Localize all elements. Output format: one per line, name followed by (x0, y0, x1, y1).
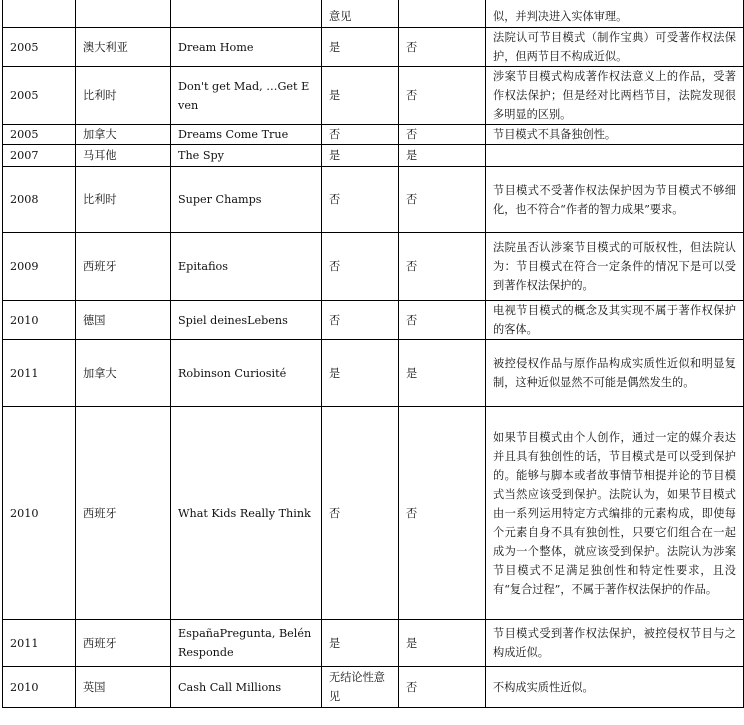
table-row (3, 233, 744, 301)
ruling-summary-cell: 不构成实质性近似。 (486, 667, 744, 708)
year-cell: 2010 (3, 407, 76, 620)
program-name-cell: The Spy (171, 145, 322, 167)
year-cell: 2008 (3, 167, 76, 233)
country-cell: 比利时 (76, 67, 171, 125)
program-name-cell: Don't get Mad, …Get Even (171, 67, 322, 125)
program-name-cell: Dream Home (171, 28, 322, 67)
country-cell: 马耳他 (76, 145, 171, 167)
infringement-cell: 否 (399, 301, 486, 340)
infringement-cell (399, 0, 486, 28)
country-cell: 加拿大 (76, 125, 171, 145)
country-cell: 英国 (76, 667, 171, 708)
ruling-summary-cell: 被控侵权作品与原作品构成实质性近似和明显复制，这种近似显然不可能是偶然发生的。 (486, 340, 744, 407)
ruling-summary-cell: 似，并判决进入实体审理。 (486, 0, 744, 28)
protection-opinion-cell: 否 (322, 301, 399, 340)
ruling-summary-cell: 节目模式不具备独创性。 (486, 125, 744, 145)
protection-opinion-cell: 否 (322, 233, 399, 301)
country-cell: 比利时 (76, 167, 171, 233)
protection-opinion-cell: 是 (322, 67, 399, 125)
year-cell: 2011 (3, 340, 76, 407)
protection-opinion-cell: 否 (322, 125, 399, 145)
country-cell: 澳大利亚 (76, 28, 171, 67)
ruling-summary-cell: 电视节目模式的概念及其实现不属于著作权保护的客体。 (486, 301, 744, 340)
year-cell: 2010 (3, 667, 76, 708)
infringement-cell: 否 (399, 167, 486, 233)
infringement-cell: 是 (399, 620, 486, 667)
year-cell: 2010 (3, 301, 76, 340)
program-name-cell: Dreams Come True (171, 125, 322, 145)
country-cell: 德国 (76, 301, 171, 340)
program-name-cell (171, 0, 322, 28)
infringement-cell: 否 (399, 125, 486, 145)
protection-opinion-cell: 无结论性意见 (322, 667, 399, 708)
infringement-cell: 否 (399, 407, 486, 620)
infringement-cell: 否 (399, 28, 486, 67)
program-name-cell: EspañaPregunta, BelénResponde (171, 620, 322, 667)
infringement-cell: 否 (399, 667, 486, 708)
infringement-cell: 是 (399, 145, 486, 167)
table-row (3, 167, 744, 233)
table-row (3, 0, 744, 28)
program-name-cell: Epitafios (171, 233, 322, 301)
table-row (3, 301, 744, 340)
ruling-summary-cell: 如果节目模式由个人创作，通过一定的媒介表达并且具有独创性的话，节目模式是可以受到保护的。能够与脚本或者故事情节相提并论的节目模式当然应该受到保护。法院认为，如果节目模式由一系列运用特定方式编排的元素构成，即使每个元素自身不具有独创性，只要它们组合在一起成为一个整体，就应该受到保护。法院认为涉案节目模式不足满足独创性和特定性要求，且没有“复合过程”，不属于著作权法保护的作品。 (486, 407, 744, 620)
country-cell: 西班牙 (76, 407, 171, 620)
program-name-cell: Robinson Curiosité (171, 340, 322, 407)
year-cell: 2005 (3, 125, 76, 145)
protection-opinion-cell: 是 (322, 620, 399, 667)
ruling-summary-cell: 法院虽否认涉案节目模式的可版权性，但法院认为：节目模式在符合一定条件的情况下是可以受到著作权法保护的。 (486, 233, 744, 301)
year-cell (3, 0, 76, 28)
table-row (3, 145, 744, 167)
protection-opinion-cell: 意见 (322, 0, 399, 28)
table-row (3, 28, 744, 67)
case-table (2, 0, 744, 708)
ruling-summary-cell: 涉案节目模式构成著作权法意义上的作品，受著作权法保护；但是经对比两档节目，法院发现很多明显的区别。 (486, 67, 744, 125)
infringement-cell: 否 (399, 233, 486, 301)
year-cell: 2005 (3, 28, 76, 67)
program-name-cell: What Kids Really Think (171, 407, 322, 620)
ruling-summary-cell (486, 145, 744, 167)
program-name-cell: Spiel deinesLebens (171, 301, 322, 340)
table-row (3, 125, 744, 145)
protection-opinion-cell: 否 (322, 407, 399, 620)
country-cell (76, 0, 171, 28)
country-cell: 加拿大 (76, 340, 171, 407)
year-cell: 2011 (3, 620, 76, 667)
ruling-summary-cell: 节目模式受到著作权法保护，被控侵权节目与之构成近似。 (486, 620, 744, 667)
table-row (3, 620, 744, 667)
table-row (3, 67, 744, 125)
table-row (3, 407, 744, 620)
table-row (3, 340, 744, 407)
year-cell: 2009 (3, 233, 76, 301)
protection-opinion-cell: 否 (322, 167, 399, 233)
ruling-summary-cell: 节目模式不受著作权法保护因为节目模式不够细化，也不符合“作者的智力成果”要求。 (486, 167, 744, 233)
country-cell: 西班牙 (76, 233, 171, 301)
ruling-summary-cell: 法院认可节目模式（制作宝典）可受著作权法保护，但两节目不构成近似。 (486, 28, 744, 67)
country-cell: 西班牙 (76, 620, 171, 667)
year-cell: 2005 (3, 67, 76, 125)
protection-opinion-cell: 是 (322, 28, 399, 67)
protection-opinion-cell: 是 (322, 145, 399, 167)
year-cell: 2007 (3, 145, 76, 167)
table-row (3, 667, 744, 708)
protection-opinion-cell: 是 (322, 340, 399, 407)
infringement-cell: 是 (399, 340, 486, 407)
program-name-cell: Cash Call Millions (171, 667, 322, 708)
program-name-cell: Super Champs (171, 167, 322, 233)
infringement-cell: 否 (399, 67, 486, 125)
